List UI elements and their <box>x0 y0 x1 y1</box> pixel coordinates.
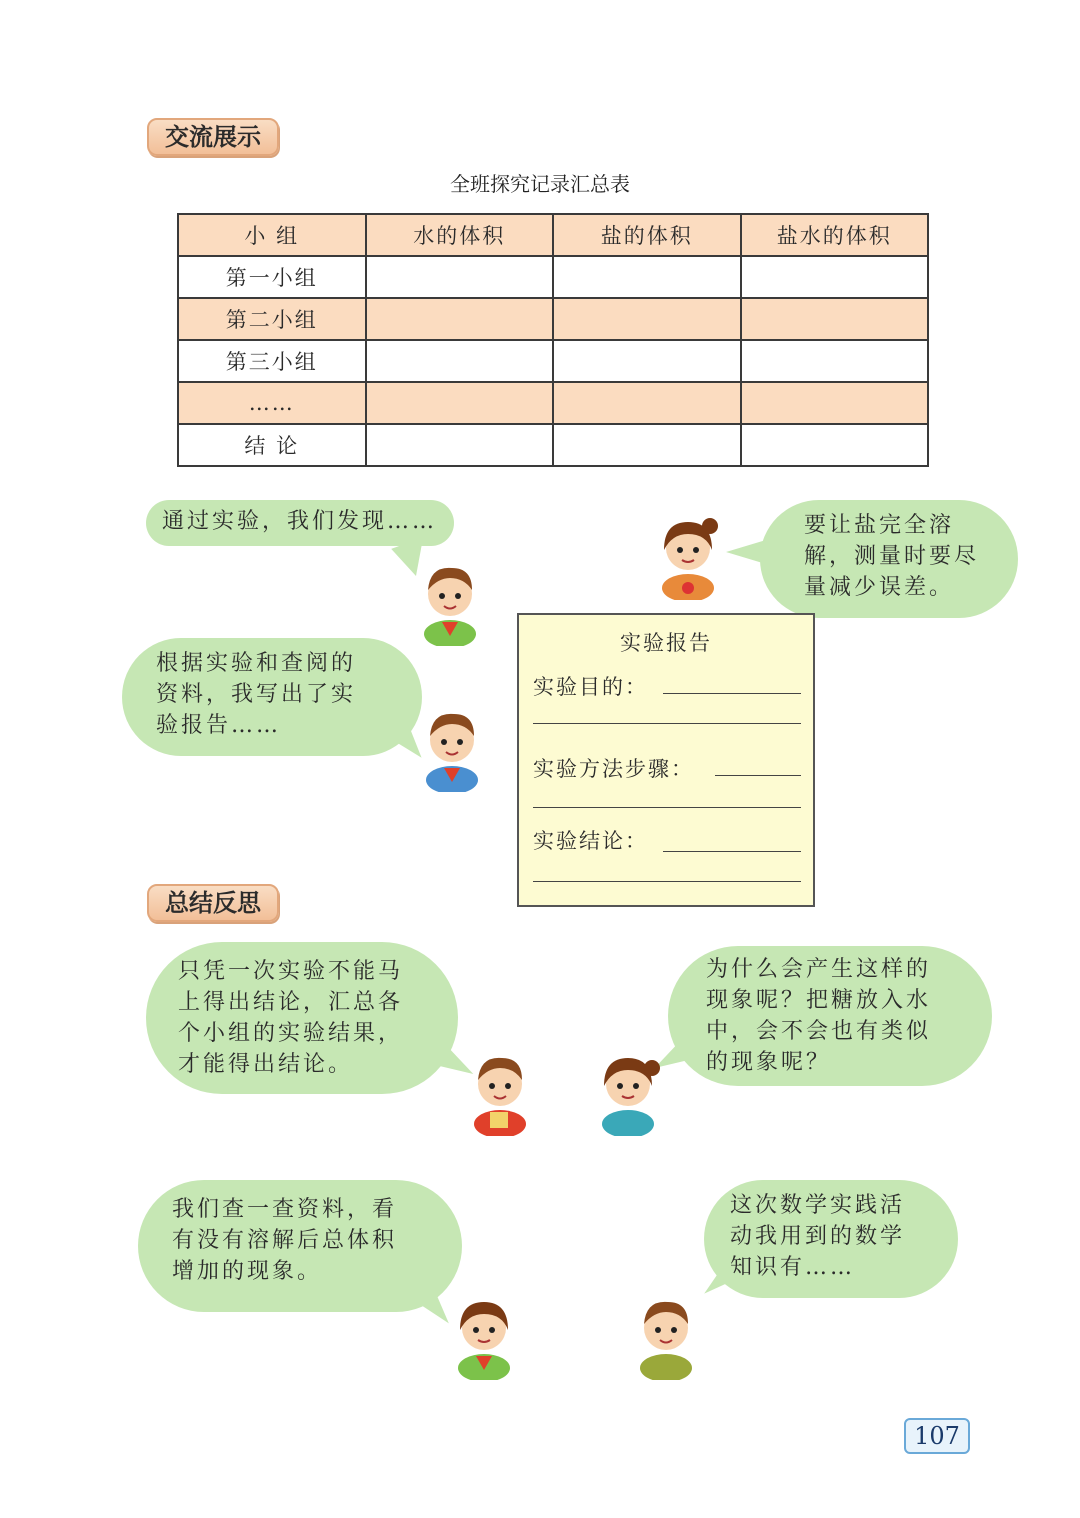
table-header: 小 组 <box>178 214 366 256</box>
bubble-text: 有没有溶解后总体积 <box>172 1228 398 1253</box>
row-label: 第二小组 <box>178 298 366 340</box>
table-cell <box>553 256 741 298</box>
report-title: 实验报告 <box>620 631 712 655</box>
bubble-text: 通过实验，我们发现…… <box>162 509 438 534</box>
bubble-text: 动我用到的数学 <box>730 1224 906 1249</box>
report-purpose-line[interactable] <box>663 693 801 694</box>
table-row <box>178 382 928 424</box>
report-purpose-label: 实验目的： <box>533 675 648 699</box>
table-cell <box>741 340 929 382</box>
table-row <box>178 340 928 382</box>
row-label: 第一小组 <box>178 256 366 298</box>
table-header: 盐水的体积 <box>741 214 929 256</box>
speech-bubble-why <box>668 946 992 1086</box>
speech-bubble-math <box>704 1180 958 1298</box>
bubble-text: 知识有…… <box>730 1255 856 1280</box>
report-method-label: 实验方法步骤： <box>533 757 694 781</box>
row-label: …… <box>178 382 366 424</box>
report-conclusion-label: 实验结论： <box>533 829 648 853</box>
table-cell <box>366 424 554 466</box>
table-cell <box>741 382 929 424</box>
bubble-text: 这次数学实践活 <box>730 1193 906 1218</box>
bubble-text: 验报告…… <box>156 713 282 738</box>
table-row <box>178 424 928 466</box>
bubble-text: 根据实验和查阅的 <box>156 651 357 676</box>
bubble-text: 为什么会产生这样的 <box>706 957 932 982</box>
experiment-report <box>517 613 815 907</box>
table-cell <box>741 298 929 340</box>
girl-character-icon <box>588 1046 668 1136</box>
boy-character-icon <box>412 702 492 792</box>
bubble-text: 个小组的实验结果， <box>178 1021 404 1046</box>
bubble-text: 才能得出结论。 <box>178 1052 354 1077</box>
bubble-text: 资料，我写出了实 <box>156 682 357 707</box>
report-purpose-line-2[interactable] <box>533 723 801 724</box>
row-label: 第三小组 <box>178 340 366 382</box>
summary-table <box>177 213 929 467</box>
table-cell <box>366 382 554 424</box>
girl-character-icon <box>444 1290 524 1380</box>
row-label: 结 论 <box>178 424 366 466</box>
bubble-text: 我们查一查资料，看 <box>172 1197 398 1222</box>
boy-character-icon <box>410 556 490 646</box>
report-conclusion-line-2[interactable] <box>533 881 801 882</box>
table-row <box>178 298 928 340</box>
table-cell <box>553 424 741 466</box>
section-tag-exchange: 交流展示 <box>147 118 279 156</box>
report-method-line[interactable] <box>715 775 801 776</box>
table-title: 全班探究记录汇总表 <box>450 172 630 196</box>
bubble-text: 只凭一次实验不能马 <box>178 959 404 984</box>
bubble-text: 的现象呢？ <box>706 1050 832 1075</box>
speech-bubble-search <box>138 1180 462 1312</box>
table-cell <box>553 340 741 382</box>
report-conclusion-line[interactable] <box>663 851 801 852</box>
table-header: 盐的体积 <box>553 214 741 256</box>
boy-character-icon <box>626 1290 706 1380</box>
bubble-text: 量减少误差。 <box>804 575 955 600</box>
bubble-text: 要让盐完全溶 <box>804 513 955 538</box>
speech-bubble-discovery <box>146 500 454 546</box>
speech-bubble-report <box>122 638 422 756</box>
bubble-text: 现象呢？把糖放入水 <box>706 988 932 1013</box>
table-cell <box>553 298 741 340</box>
table-header: 水的体积 <box>366 214 554 256</box>
speech-bubble-one-experiment <box>146 942 458 1094</box>
table-cell <box>366 340 554 382</box>
table-cell <box>366 256 554 298</box>
table-row <box>178 256 928 298</box>
section-tag-summary: 总结反思 <box>147 884 279 922</box>
table-cell <box>366 298 554 340</box>
table-cell <box>741 256 929 298</box>
bubble-text: 增加的现象。 <box>172 1259 323 1284</box>
report-method-line-2[interactable] <box>533 807 801 808</box>
page-number: 107 <box>904 1418 970 1454</box>
bubble-text: 上得出结论，汇总各 <box>178 990 404 1015</box>
table-cell <box>741 424 929 466</box>
bubble-text: 解，测量时要尽 <box>804 544 980 569</box>
boy-character-icon <box>460 1046 540 1136</box>
speech-bubble-dissolve <box>760 500 1018 618</box>
table-cell <box>553 382 741 424</box>
girl-character-icon <box>648 510 728 600</box>
table-header-row <box>178 214 928 256</box>
bubble-text: 中，会不会也有类似 <box>706 1019 932 1044</box>
